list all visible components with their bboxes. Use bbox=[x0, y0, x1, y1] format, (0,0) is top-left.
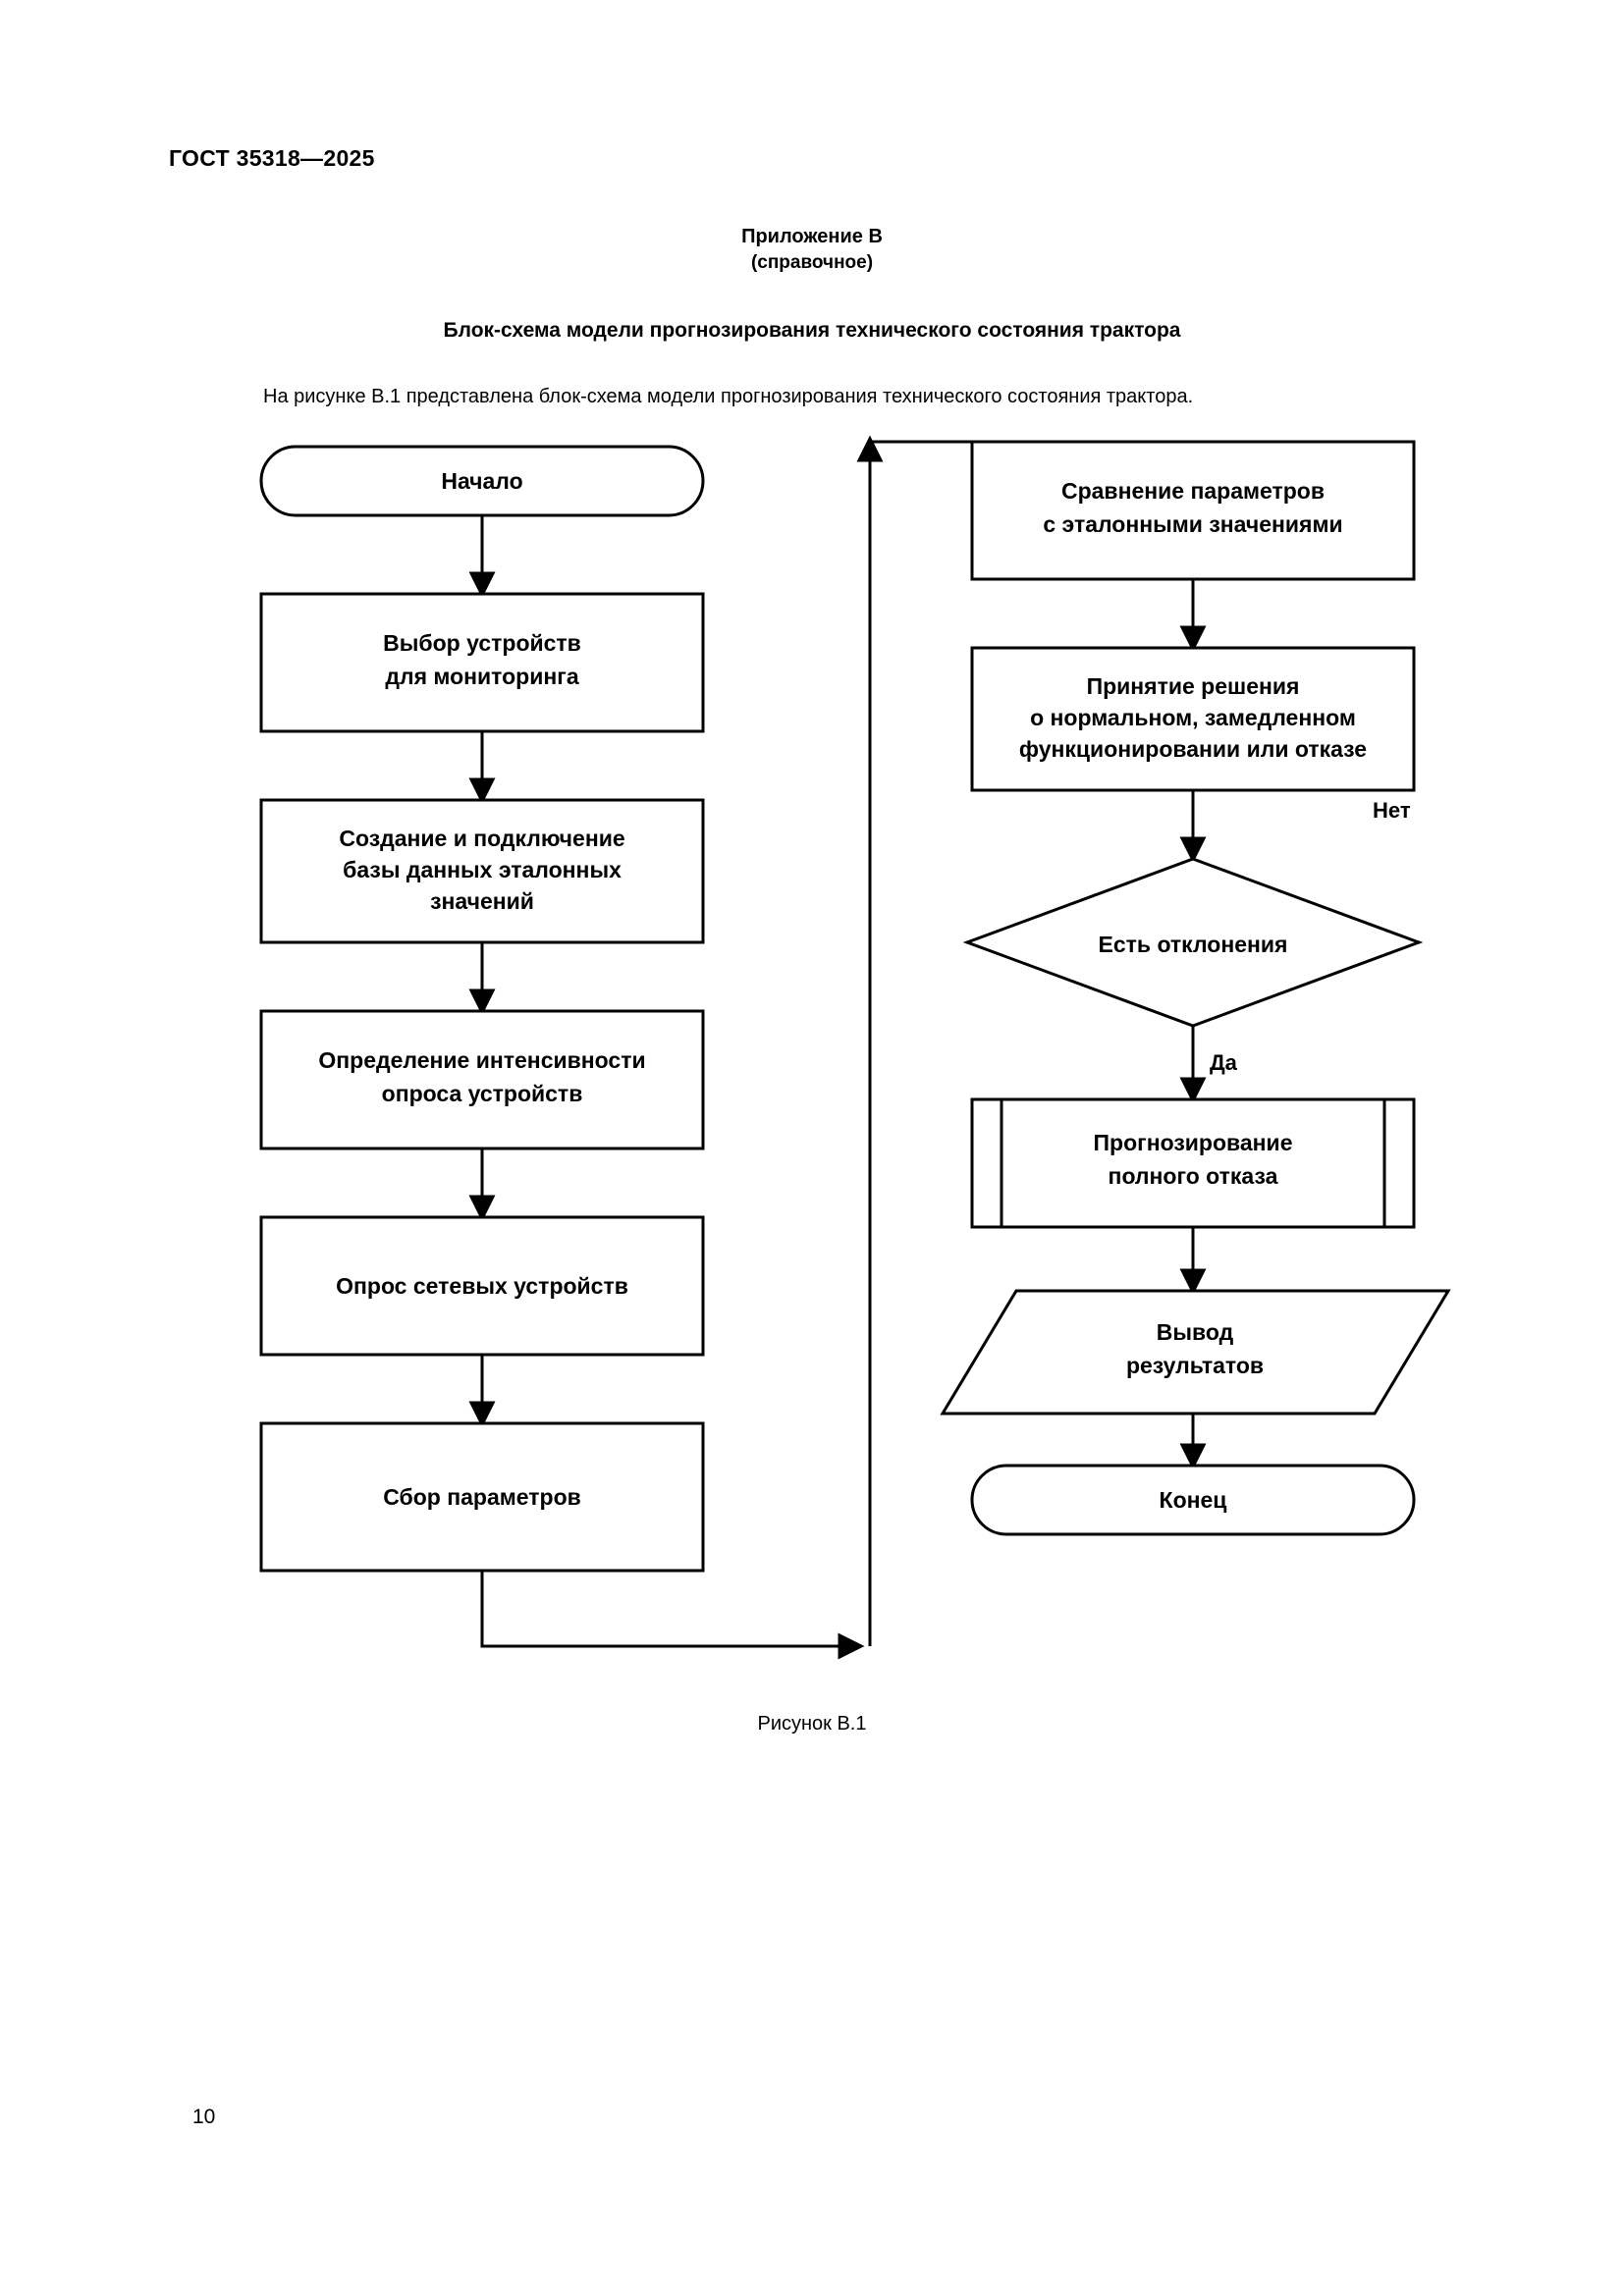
edge-collect-to-right bbox=[482, 1571, 860, 1646]
node-db-line3: значений bbox=[430, 888, 534, 914]
node-db-line2: базы данных эталонных bbox=[343, 857, 622, 882]
node-intensity-line2: опроса устройств bbox=[381, 1081, 583, 1106]
node-condition-deviations bbox=[967, 859, 1419, 1026]
node-end-label: Конец bbox=[1159, 1487, 1227, 1513]
node-condition-label: Есть отклонения bbox=[1098, 932, 1288, 957]
appendix-kind: (справочное) bbox=[750, 252, 874, 273]
node-decision-line3: функционировании или отказе bbox=[1018, 736, 1368, 762]
node-forecast-line2: полного отказа bbox=[1108, 1163, 1278, 1189]
node-intensity-line1: Определение интенсивности bbox=[318, 1047, 646, 1073]
page-number: 10 bbox=[192, 2106, 216, 2128]
figure-caption: Рисунок В.1 bbox=[757, 1713, 867, 1735]
node-start bbox=[261, 447, 703, 515]
node-collect-parameters bbox=[261, 1423, 703, 1571]
node-decision-line2: о нормальном, замедленном bbox=[1030, 705, 1356, 730]
edge-label-yes: Да bbox=[1210, 1050, 1237, 1075]
node-compare-line2: с эталонными значениями bbox=[1043, 511, 1343, 537]
standard-header: ГОСТ 35318—2025 bbox=[169, 145, 375, 171]
node-output-line2: результатов bbox=[1125, 1353, 1265, 1378]
node-forecast-line1: Прогнозирование bbox=[1093, 1130, 1293, 1155]
node-forecast-failure bbox=[972, 1099, 1414, 1227]
section-title: Блок-схема модели прогнозирования технического состояния трактора bbox=[443, 319, 1181, 342]
node-create-database bbox=[261, 800, 703, 942]
node-end bbox=[972, 1466, 1414, 1534]
node-select-line2: для мониторинга bbox=[385, 664, 579, 689]
flowchart bbox=[0, 422, 1624, 1698]
appendix-label: Приложение В bbox=[741, 226, 883, 247]
node-make-decision bbox=[972, 648, 1414, 790]
appendix-heading bbox=[0, 224, 1624, 276]
edge-label-no: Нет bbox=[1373, 798, 1411, 823]
node-compare-line1: Сравнение параметров bbox=[1060, 478, 1326, 504]
node-compare-parameters bbox=[972, 442, 1414, 579]
node-db-line1: Создание и подключение bbox=[339, 826, 625, 851]
node-start-label: Начало bbox=[441, 468, 523, 494]
node-poll-line1: Опрос сетевых устройств bbox=[336, 1273, 628, 1299]
node-select-devices bbox=[261, 594, 703, 731]
node-select-line1: Выбор устройств bbox=[383, 630, 581, 656]
node-decision-line1: Принятие решения bbox=[1086, 673, 1300, 699]
node-output-line1: Вывод bbox=[1156, 1319, 1234, 1345]
node-collect-line1: Сбор параметров bbox=[383, 1484, 581, 1510]
node-poll-network-devices bbox=[261, 1217, 703, 1355]
intro-paragraph: На рисунке В.1 представлена блок-схема модели прогнозирования технического состояния трактора. bbox=[263, 386, 1194, 407]
node-output-results bbox=[943, 1291, 1448, 1414]
node-polling-intensity bbox=[261, 1011, 703, 1148]
